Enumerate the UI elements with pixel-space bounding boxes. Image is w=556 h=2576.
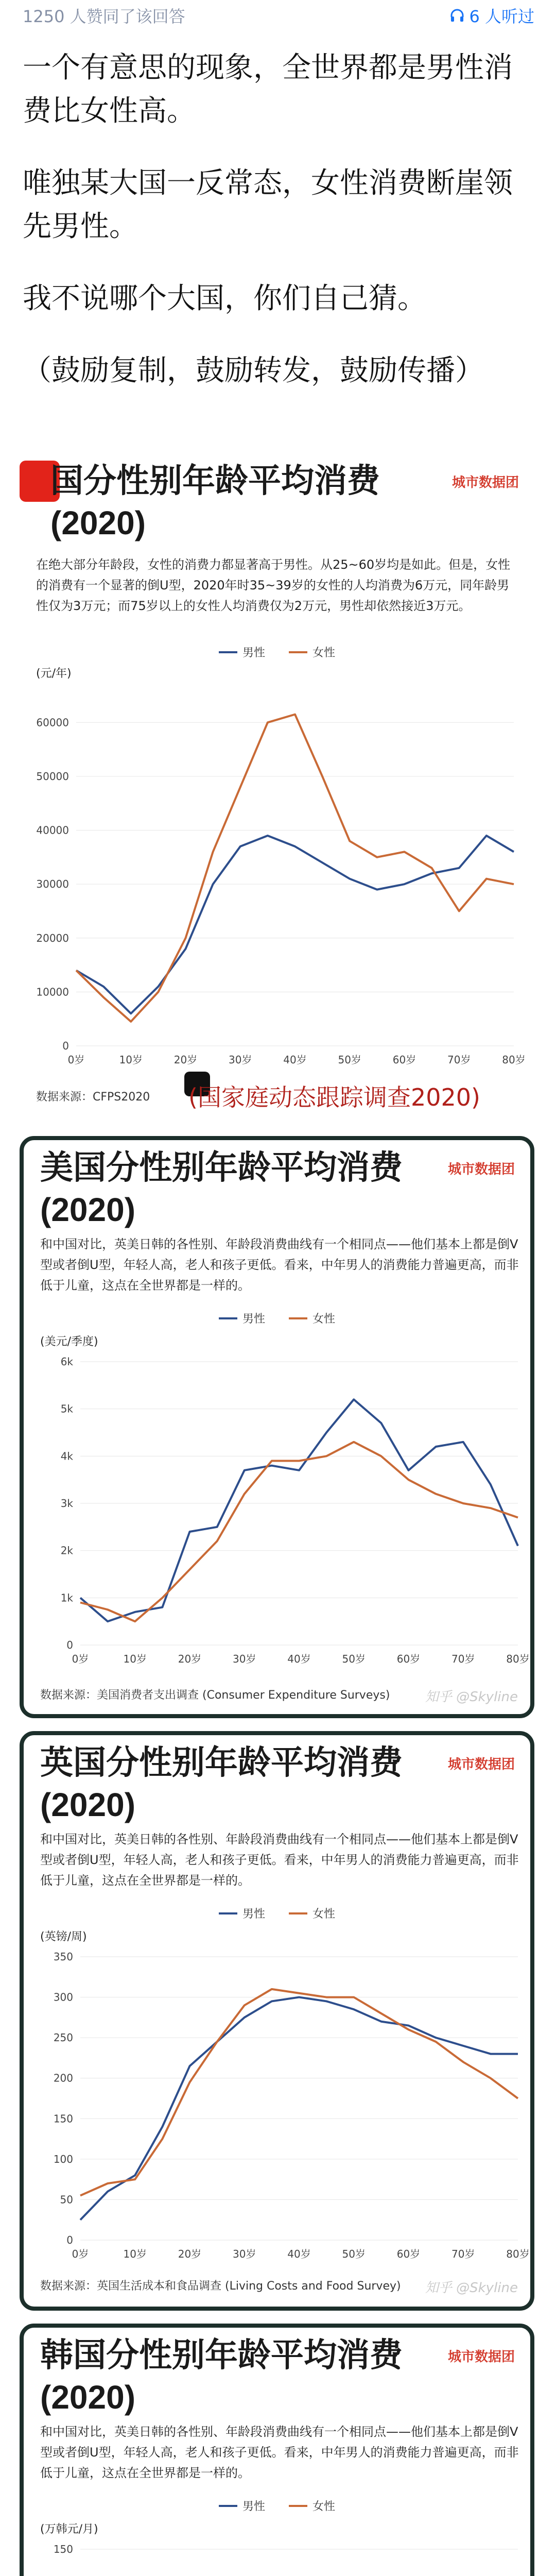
data-source: 数据来源：美国消费者支出调查 (Consumer Expenditure Surveys) xyxy=(40,1689,390,1702)
series-line-male xyxy=(76,836,514,1013)
brand-label: 城市数据团 xyxy=(447,1162,515,1177)
listen-count: 6 人听过 xyxy=(469,7,534,26)
x-tick-label: 80岁 xyxy=(506,1653,530,1665)
x-tick-label: 50岁 xyxy=(342,2248,366,2260)
upvote-count: 1250 人赞同了该回答 xyxy=(23,7,185,26)
x-tick-label: 10岁 xyxy=(123,2248,147,2260)
y-tick-label: 20000 xyxy=(36,931,69,944)
watermark: 知乎 @Skyline xyxy=(425,1689,518,1705)
x-tick-label: 0岁 xyxy=(72,2248,89,2260)
x-tick-label: 60岁 xyxy=(396,2248,421,2260)
x-tick-label: 60岁 xyxy=(392,1054,416,1066)
x-tick-label: 80岁 xyxy=(502,1054,526,1066)
x-tick-label: 50岁 xyxy=(338,1054,361,1066)
y-tick-label: 350 xyxy=(53,1951,73,1963)
x-tick-label: 10岁 xyxy=(123,1653,147,1665)
headphone-icon xyxy=(449,8,465,23)
brand-label: 城市数据团 xyxy=(447,1757,515,1772)
answer-meta-bar xyxy=(0,0,556,31)
series-line-male xyxy=(80,1399,518,1621)
y-tick-label: 3k xyxy=(60,1497,73,1510)
x-tick-label: 40岁 xyxy=(287,1653,311,1665)
legend-male: 男性 xyxy=(242,647,265,659)
series-line-female xyxy=(76,715,514,1022)
line-chart xyxy=(20,453,534,1118)
x-tick-label: 40岁 xyxy=(283,1054,307,1066)
post-paragraph: 唯独某大国一反常态，女性消费断崖领先男性。 xyxy=(23,166,513,243)
x-tick-label: 0岁 xyxy=(67,1054,85,1066)
post-paragraph: 一个有意思的现象，全世界都是男性消费比女性高。 xyxy=(23,51,513,128)
y-tick-label: 30000 xyxy=(36,878,69,891)
legend-female: 女性 xyxy=(312,647,336,659)
series-line-male xyxy=(80,1997,518,2220)
legend-female: 女性 xyxy=(312,1313,336,1326)
chart-image-card[interactable] xyxy=(20,1731,534,2311)
x-tick-label: 60岁 xyxy=(396,1653,421,1665)
x-tick-label: 20岁 xyxy=(178,2248,202,2260)
x-tick-label: 30岁 xyxy=(229,1054,252,1066)
x-tick-label: 30岁 xyxy=(233,2248,256,2260)
x-tick-label: 50岁 xyxy=(342,1653,366,1665)
chart-title: 英国分性别年龄平均消费 (2020) xyxy=(40,1744,403,1823)
legend-female: 女性 xyxy=(312,2500,336,2513)
y-tick-label: 200 xyxy=(53,2072,73,2084)
answer-body xyxy=(23,46,532,421)
y-tick-label: 150 xyxy=(53,2112,73,2125)
series-line-female xyxy=(80,1989,518,2196)
y-tick-label: 2k xyxy=(60,1544,73,1557)
y-tick-label: 0 xyxy=(66,2234,73,2246)
chart-description: 和中国对比，英美日韩的各性别、年龄段消费曲线有一个相同点——他们基本上都是倒V型或者倒U型，年轻人高，老人和孩子更低。看来，中年男人的消费能力普遍更高，而非低于儿童，这点在全世界都是一样的。 xyxy=(40,2425,519,2480)
chart-image-card[interactable] xyxy=(20,453,534,1118)
y-tick-label: 50 xyxy=(60,2193,73,2206)
y-tick-label: 5k xyxy=(60,1402,73,1415)
brand-label: 城市数据团 xyxy=(447,2349,515,2365)
y-tick-label: 250 xyxy=(53,2031,73,2044)
post-paragraph: （鼓励复制，鼓励转发，鼓励传播） xyxy=(23,354,484,387)
legend-male: 男性 xyxy=(242,2500,265,2513)
chart-image-card[interactable] xyxy=(20,1136,534,1718)
chart-description: 在绝大部分年龄段，女性的消费力都显著高于男性。从25~60岁均是如此。但是，女性的消费有一个显著的倒U型，2020年时35~39岁的女性的人均消费为6万元，同年龄男性仅为3万元；而75岁以上的女性人均消费仅为2万元，男性却依然接近3万元。 xyxy=(36,557,511,613)
x-tick-label: 70岁 xyxy=(447,1054,471,1066)
chart-description: 和中国对比，英美日韩的各性别、年龄段消费曲线有一个相同点——他们基本上都是倒V型或者倒U型，年轻人高，老人和孩子更低。看来，中年男人的消费能力普遍更高，而非低于儿童，这点在全世界都是一样的。 xyxy=(40,1237,519,1293)
x-tick-label: 70岁 xyxy=(451,2248,475,2260)
post-paragraph: 我不说哪个大国，你们自己猜。 xyxy=(23,282,426,315)
y-tick-label: 4k xyxy=(60,1450,73,1463)
y-unit-label: (元/年) xyxy=(36,667,72,680)
legend-female: 女性 xyxy=(312,1908,336,1921)
x-tick-label: 70岁 xyxy=(451,1653,475,1665)
y-tick-label: 40000 xyxy=(36,824,69,837)
y-tick-label: 6k xyxy=(60,1355,73,1368)
legend-male: 男性 xyxy=(242,1313,265,1326)
y-tick-label: 50000 xyxy=(36,770,69,783)
watermark: 知乎 @Skyline xyxy=(425,2280,518,2296)
chart-title: 美国分性别年龄平均消费 (2020) xyxy=(40,1149,403,1228)
y-tick-label: 0 xyxy=(62,1040,69,1052)
y-unit-label: (万韩元/月) xyxy=(40,2523,98,2536)
y-tick-label: 10000 xyxy=(36,986,69,998)
x-tick-label: 30岁 xyxy=(233,1653,256,1665)
y-tick-label: 150 xyxy=(53,2543,73,2555)
data-source: 数据来源：英国生活成本和食品调查 (Living Costs and Food Survey) xyxy=(40,2280,401,2293)
data-source: 数据来源：CFPS2020 xyxy=(36,1091,150,1104)
listen-button[interactable] xyxy=(449,4,534,27)
x-tick-label: 20岁 xyxy=(178,1653,202,1665)
y-tick-label: 1k xyxy=(60,1591,73,1604)
brand-label: 城市数据团 xyxy=(451,475,519,490)
legend-male: 男性 xyxy=(242,1908,265,1921)
x-tick-label: 40岁 xyxy=(287,2248,311,2260)
chart-title: 韩国分性别年龄平均消费 (2020) xyxy=(40,2336,403,2416)
chart-title: 国分性别年龄平均消费 (2020) xyxy=(50,462,380,541)
chart-description: 和中国对比，英美日韩的各性别、年龄段消费曲线有一个相同点——他们基本上都是倒V型或者倒U型，年轻人高，老人和孩子更低。看来，中年男人的消费能力普遍更高，而非低于儿童，这点在全世界都是一样的。 xyxy=(40,1832,519,1888)
x-tick-label: 80岁 xyxy=(506,2248,530,2260)
y-tick-label: 0 xyxy=(66,1639,73,1651)
y-tick-label: 300 xyxy=(53,1991,73,2004)
x-tick-label: 0岁 xyxy=(72,1653,89,1665)
handwritten-note: (国家庭动态跟踪调查2020) xyxy=(188,1083,480,1111)
chart-image-card[interactable] xyxy=(20,2324,534,2576)
y-tick-label: 60000 xyxy=(36,716,69,729)
y-tick-label: 100 xyxy=(53,2153,73,2165)
y-unit-label: (英镑/周) xyxy=(40,1930,87,1943)
line-chart xyxy=(24,1735,534,2311)
x-tick-label: 10岁 xyxy=(119,1054,143,1066)
line-chart xyxy=(24,1140,534,1718)
y-unit-label: (美元/季度) xyxy=(40,1335,98,1348)
x-tick-label: 20岁 xyxy=(173,1054,198,1066)
line-chart xyxy=(24,2328,534,2576)
